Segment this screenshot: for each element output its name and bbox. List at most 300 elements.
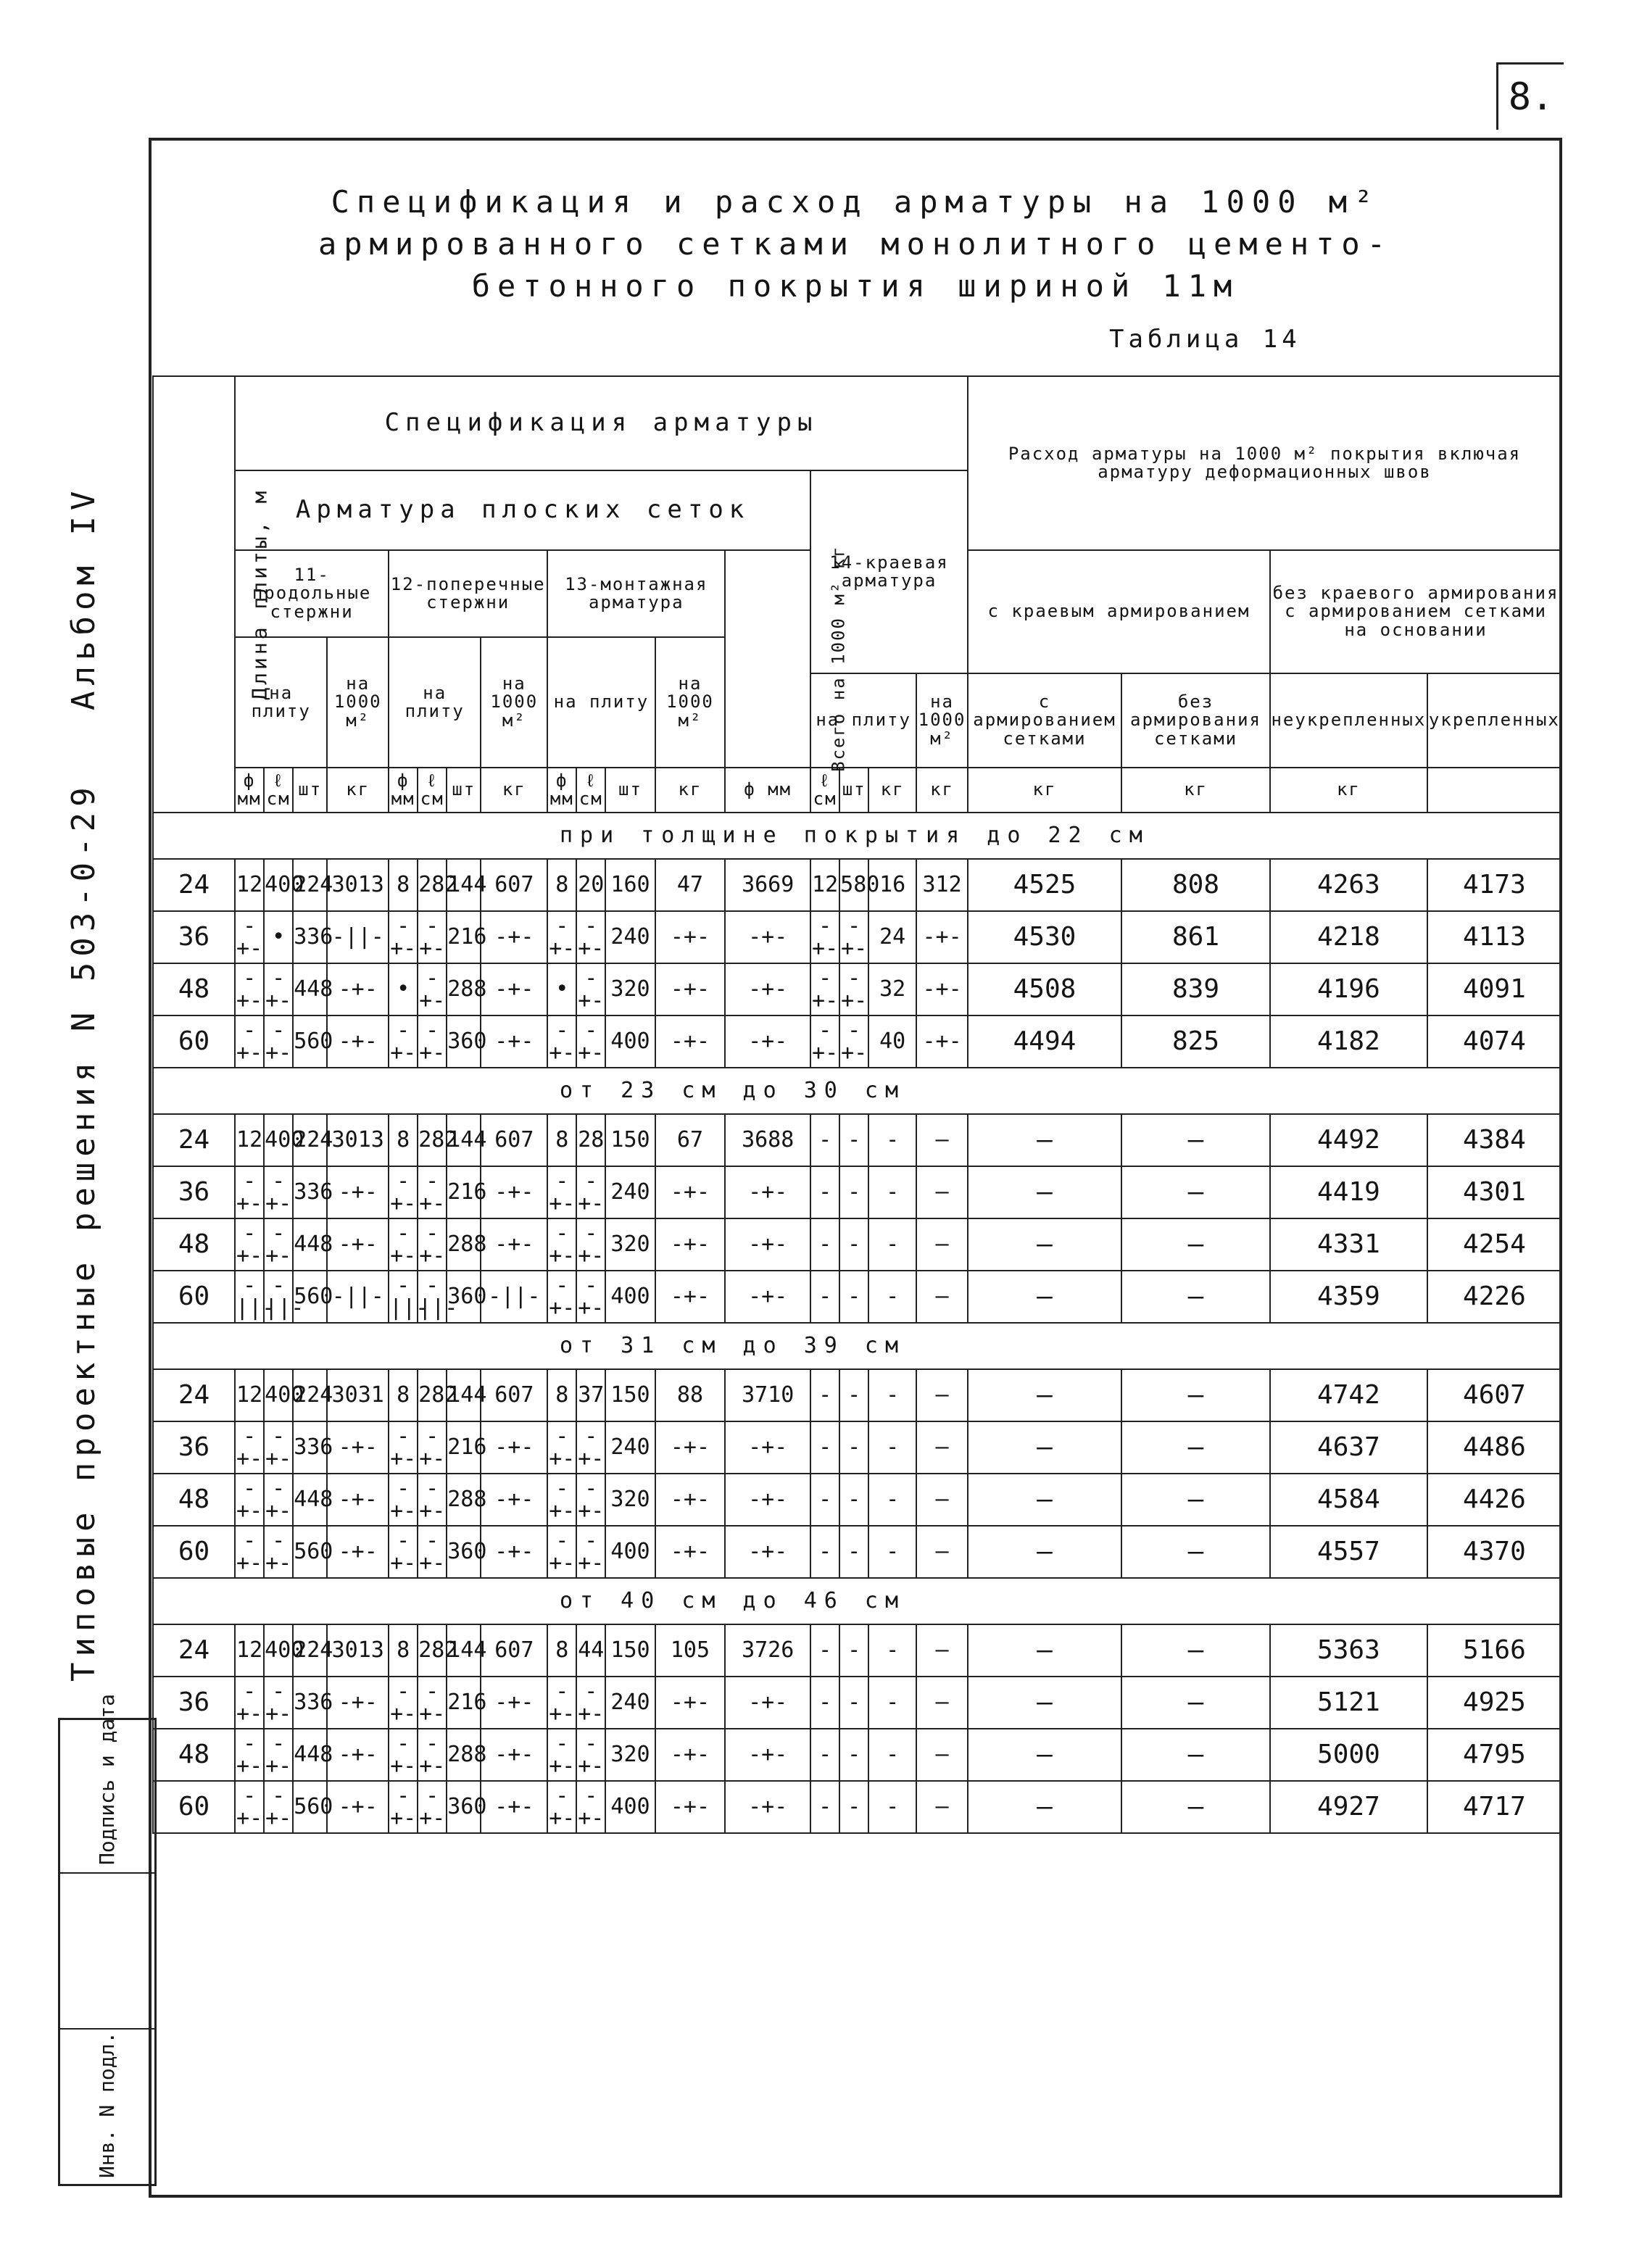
- stamp-sign-label: Подпись и дата: [95, 1693, 119, 1865]
- table-cell: —: [1121, 1218, 1270, 1271]
- table-cell: 4074: [1427, 1015, 1561, 1068]
- table-cell: -: [868, 1677, 916, 1729]
- table-cell: -: [839, 1271, 868, 1323]
- unit-phi: ф мм: [389, 768, 418, 813]
- table-cell: -+-: [839, 1015, 868, 1068]
- table-cell: 448: [293, 963, 327, 1015]
- table-cell: -+-: [576, 1218, 605, 1271]
- table-cell: -||-: [481, 1271, 547, 1323]
- table-cell: 12: [235, 1624, 264, 1677]
- table-cell: 808: [1121, 859, 1270, 911]
- table-cell: -+-: [389, 1218, 418, 1271]
- table-cell: 400: [264, 859, 293, 911]
- table-cell: —: [968, 1624, 1121, 1677]
- table-cell: -+-: [389, 1166, 418, 1218]
- table-cell: -+-: [389, 1421, 418, 1474]
- table-cell: 320: [605, 1474, 655, 1526]
- table-cell: 144: [447, 1114, 481, 1166]
- table-cell: 16: [868, 859, 916, 911]
- table-cell: -+-: [916, 963, 968, 1015]
- table-cell: 360: [447, 1271, 481, 1323]
- table-cell: —: [968, 1166, 1121, 1218]
- table-cell: 240: [605, 1421, 655, 1474]
- table-cell: —: [1121, 1114, 1270, 1166]
- table-cell: -: [810, 1218, 839, 1271]
- table-row: [153, 1015, 1561, 1068]
- table-cell: -+-: [725, 1781, 810, 1833]
- consumption-header: Расход арматуры на 1000 м² покрытия включая арматуру деформационных швов: [968, 376, 1561, 550]
- unit-ell: ℓ см: [418, 768, 447, 813]
- reinforced-header: укрепленных: [1427, 673, 1561, 768]
- table-cell: —: [968, 1369, 1121, 1421]
- table-cell: 3710: [725, 1369, 810, 1421]
- table-cell: -+-: [547, 1421, 576, 1474]
- table-cell: 320: [605, 963, 655, 1015]
- table-cell: 12: [235, 1369, 264, 1421]
- unit-pcs: шт: [605, 768, 655, 813]
- table-cell: -+-: [547, 1015, 576, 1068]
- table-cell: 5166: [1427, 1624, 1561, 1677]
- table-cell: -+-: [725, 1526, 810, 1578]
- table-cell: -+-: [235, 1015, 264, 1068]
- table-cell: 3013: [327, 859, 389, 911]
- table-row: [153, 1369, 1561, 1421]
- table-cell: 607: [481, 859, 547, 911]
- table-cell: -+-: [655, 1015, 726, 1068]
- table-row: [153, 1781, 1561, 1833]
- table-cell: -: [839, 1781, 868, 1833]
- table-cell: 150: [605, 1624, 655, 1677]
- length-cell: 60: [153, 1526, 235, 1578]
- table-cell: 312: [916, 859, 968, 911]
- table-cell: 288: [447, 1729, 481, 1781]
- length-cell: 60: [153, 1015, 235, 1068]
- page-number: 8.: [1496, 62, 1564, 130]
- table-cell: 4584: [1270, 1474, 1427, 1526]
- table-cell: 4925: [1427, 1677, 1561, 1729]
- table-cell: -+-: [655, 1218, 726, 1271]
- table-cell: -+-: [481, 1421, 547, 1474]
- table-cell: —: [916, 1114, 968, 1166]
- table-cell: -+-: [327, 1526, 389, 1578]
- table-cell: 4182: [1270, 1015, 1427, 1068]
- table-cell: 8: [389, 1114, 418, 1166]
- table-cell: 607: [481, 1114, 547, 1166]
- table-cell: -+-: [264, 1166, 293, 1218]
- table-cell: -+-: [418, 1421, 447, 1474]
- table-cell: 8: [547, 1624, 576, 1677]
- table-cell: 288: [447, 1218, 481, 1271]
- length-cell: 48: [153, 1218, 235, 1271]
- table-cell: -+-: [327, 1781, 389, 1833]
- table-cell: -: [810, 1624, 839, 1677]
- table-cell: -+-: [418, 1015, 447, 1068]
- table-cell: -+-: [725, 1271, 810, 1323]
- table-cell: 8: [389, 1369, 418, 1421]
- table-cell: -+-: [481, 1474, 547, 1526]
- table-cell: —: [916, 1271, 968, 1323]
- table-cell: 5363: [1270, 1624, 1427, 1677]
- table-cell: -: [868, 1218, 916, 1271]
- table-cell: 3669: [725, 859, 810, 911]
- table-cell: -+-: [725, 1166, 810, 1218]
- table-cell: -||-: [327, 1271, 389, 1323]
- group-13-header: 13-монтажная арматура: [547, 550, 725, 637]
- table-cell: -+-: [481, 1677, 547, 1729]
- table-cell: 560: [293, 1015, 327, 1068]
- table-cell: 336: [293, 1166, 327, 1218]
- table-cell: 320: [605, 1218, 655, 1271]
- unit-ell: ℓ см: [576, 768, 605, 813]
- table-row: [153, 1114, 1561, 1166]
- table-cell: -+-: [810, 963, 839, 1015]
- table-cell: -+-: [481, 1015, 547, 1068]
- table-cell: 607: [481, 1369, 547, 1421]
- unit-kg: кг: [327, 768, 389, 813]
- table-cell: -+-: [327, 1421, 389, 1474]
- table-cell: -: [839, 1369, 868, 1421]
- table-cell: -+-: [418, 1526, 447, 1578]
- table-cell: 12: [810, 859, 839, 911]
- stamp-inv-label: Инв. N подл.: [95, 2031, 119, 2178]
- table-cell: -+-: [655, 1677, 726, 1729]
- table-cell: —: [968, 1218, 1121, 1271]
- title-line-1: Спецификация и расход арматуры на 1000 м²: [331, 184, 1380, 220]
- table-cell: -+-: [327, 963, 389, 1015]
- table-cell: 4717: [1427, 1781, 1561, 1833]
- length-cell: 36: [153, 1677, 235, 1729]
- g11-per-slab: на плиту: [235, 637, 327, 768]
- table-cell: -+-: [547, 1474, 576, 1526]
- table-row: [153, 1624, 1561, 1677]
- table-cell: -+-: [725, 1015, 810, 1068]
- table-cell: -+-: [389, 1526, 418, 1578]
- table-cell: 240: [605, 911, 655, 963]
- section-label: при толщине покрытия до 22 см: [153, 813, 1561, 859]
- table-cell: -+-: [481, 963, 547, 1015]
- table-cell: -+-: [481, 1729, 547, 1781]
- table-cell: —: [916, 1677, 968, 1729]
- table-cell: 3031: [327, 1369, 389, 1421]
- table-cell: -+-: [264, 1526, 293, 1578]
- table-cell: -+-: [481, 1166, 547, 1218]
- table-cell: -+-: [327, 1218, 389, 1271]
- table-cell: -: [810, 1729, 839, 1781]
- length-cell: 36: [153, 1166, 235, 1218]
- table-cell: -+-: [655, 1474, 726, 1526]
- table-cell: -+-: [576, 1421, 605, 1474]
- table-cell: -+-: [418, 1781, 447, 1833]
- table-cell: -+-: [655, 1271, 726, 1323]
- table-cell: 144: [447, 1624, 481, 1677]
- table-cell: 216: [447, 1166, 481, 1218]
- table-cell: 560: [293, 1781, 327, 1833]
- table-cell: 8: [389, 1624, 418, 1677]
- table-cell: -+-: [264, 963, 293, 1015]
- table-cell: 4419: [1270, 1166, 1427, 1218]
- table-cell: 4384: [1427, 1114, 1561, 1166]
- table-cell: 4742: [1270, 1369, 1427, 1421]
- flat-mesh-header: Арматура плоских сеток: [235, 470, 810, 550]
- length-cell: 24: [153, 1369, 235, 1421]
- table-cell: -+-: [389, 1729, 418, 1781]
- table-cell: -+-: [235, 963, 264, 1015]
- table-cell: -: [839, 1526, 868, 1578]
- table-cell: -+-: [655, 963, 726, 1015]
- table-cell: —: [968, 1729, 1121, 1781]
- table-cell: -+-: [235, 1729, 264, 1781]
- table-cell: -: [839, 1677, 868, 1729]
- table-cell: 825: [1121, 1015, 1270, 1068]
- table-cell: -: [839, 1624, 868, 1677]
- table-cell: 37: [576, 1369, 605, 1421]
- table-cell: -+-: [839, 963, 868, 1015]
- section-label: от 31 см до 39 см: [153, 1323, 1561, 1369]
- table-cell: 28: [576, 1114, 605, 1166]
- table-cell: —: [1121, 1677, 1270, 1729]
- table-cell: -+-: [547, 1677, 576, 1729]
- table-cell: -: [810, 1369, 839, 1421]
- table-cell: 3726: [725, 1624, 810, 1677]
- series-label: Типовые проектные решения N 503-0-29: [65, 781, 102, 1682]
- unit-pcs: шт: [839, 768, 868, 813]
- g13-per-slab: на плиту: [547, 637, 655, 768]
- unit-pcs: шт: [293, 768, 327, 813]
- table-cell: -+-: [655, 911, 726, 963]
- table-cell: -+-: [547, 1526, 576, 1578]
- table-cell: —: [916, 1729, 968, 1781]
- table-cell: 224: [293, 1624, 327, 1677]
- table-cell: -+-: [264, 1474, 293, 1526]
- g13-per-1000: на 1000 м²: [655, 637, 726, 768]
- table-row: [153, 859, 1561, 911]
- table-cell: 216: [447, 1421, 481, 1474]
- length-cell: 60: [153, 1781, 235, 1833]
- table-cell: —: [916, 1474, 968, 1526]
- table-cell: 8: [547, 1114, 576, 1166]
- table-cell: -+-: [418, 911, 447, 963]
- section-header: [153, 1068, 1561, 1114]
- table-cell: 4331: [1270, 1218, 1427, 1271]
- table-row: [153, 1218, 1561, 1271]
- table-cell: 4173: [1427, 859, 1561, 911]
- table-cell: -+-: [576, 1166, 605, 1218]
- table-cell: -+-: [725, 963, 810, 1015]
- g14-per-slab: на плиту: [810, 673, 916, 768]
- table-cell: -+-: [576, 1015, 605, 1068]
- length-cell: 36: [153, 1421, 235, 1474]
- table-cell: 144: [447, 859, 481, 911]
- table-cell: -+-: [655, 1166, 726, 1218]
- table-cell: 47: [655, 859, 726, 911]
- table-cell: -+-: [576, 1271, 605, 1323]
- with-edge-header: с краевым армированием: [968, 550, 1270, 673]
- table-cell: -+-: [264, 1218, 293, 1271]
- unit-kg: кг: [1270, 768, 1427, 813]
- table-cell: 4426: [1427, 1474, 1561, 1526]
- title-line-2: армированного сетками монолитного цементо-: [318, 226, 1393, 262]
- table-cell: -||-: [327, 911, 389, 963]
- table-cell: 4263: [1270, 859, 1427, 911]
- table-cell: 4530: [968, 911, 1121, 963]
- table-cell: —: [916, 1218, 968, 1271]
- group-11-header: 11-продольные стержни: [235, 550, 389, 637]
- table-cell: -+-: [418, 963, 447, 1015]
- length-cell: 48: [153, 1729, 235, 1781]
- group-12-header: 12-поперечные стержни: [389, 550, 547, 637]
- table-cell: -: [868, 1526, 916, 1578]
- table-cell: -+-: [327, 1677, 389, 1729]
- album-label: Альбом IV: [65, 485, 102, 710]
- table-cell: 3013: [327, 1114, 389, 1166]
- table-cell: 861: [1121, 911, 1270, 963]
- table-cell: 105: [655, 1624, 726, 1677]
- table-cell: -: [810, 1421, 839, 1474]
- table-cell: 400: [605, 1526, 655, 1578]
- table-cell: —: [916, 1166, 968, 1218]
- table-cell: 5000: [1270, 1729, 1427, 1781]
- table-cell: -: [810, 1781, 839, 1833]
- table-cell: 448: [293, 1218, 327, 1271]
- table-cell: 216: [447, 911, 481, 963]
- length-cell: 24: [153, 859, 235, 911]
- table-cell: 32: [868, 963, 916, 1015]
- table-cell: -+-: [547, 1166, 576, 1218]
- g12-per-slab: на плиту: [389, 637, 481, 768]
- table-row: [153, 1166, 1561, 1218]
- table-cell: -: [839, 1114, 868, 1166]
- table-row: [153, 963, 1561, 1015]
- without-edge-header: без краевого армирования с армированием сетками на основании: [1270, 550, 1561, 673]
- table-cell: —: [1121, 1421, 1270, 1474]
- table-cell: —: [916, 1421, 968, 1474]
- table-cell: -+-: [810, 911, 839, 963]
- table-cell: 240: [605, 1677, 655, 1729]
- table-cell: —: [968, 1114, 1121, 1166]
- table-cell: -+-: [810, 1015, 839, 1068]
- table-cell: -: [868, 1624, 916, 1677]
- table-label: Таблица 14: [1109, 325, 1301, 354]
- table-cell: —: [916, 1369, 968, 1421]
- table-cell: -+-: [235, 1781, 264, 1833]
- table-cell: 8: [547, 859, 576, 911]
- table-cell: -+-: [235, 1218, 264, 1271]
- table-cell: —: [1121, 1781, 1270, 1833]
- table-cell: —: [916, 1526, 968, 1578]
- table-cell: -+-: [235, 911, 264, 963]
- table-cell: -+-: [264, 1729, 293, 1781]
- table-cell: 360: [447, 1781, 481, 1833]
- table-cell: -: [810, 1271, 839, 1323]
- table-cell: 3013: [327, 1624, 389, 1677]
- table-cell: 4359: [1270, 1271, 1427, 1323]
- table-cell: -+-: [418, 1218, 447, 1271]
- table-row: [153, 1271, 1561, 1323]
- spec-title: Спецификация арматуры: [235, 376, 968, 470]
- g11-per-1000: на 1000 м²: [327, 637, 389, 768]
- table-cell: •: [389, 963, 418, 1015]
- table-cell: -+-: [264, 1781, 293, 1833]
- table-cell: 4196: [1270, 963, 1427, 1015]
- table-cell: 336: [293, 911, 327, 963]
- table-cell: -+-: [916, 1015, 968, 1068]
- table-cell: 240: [605, 1166, 655, 1218]
- table-cell: -+-: [235, 1474, 264, 1526]
- table-cell: -+-: [389, 1474, 418, 1526]
- table-cell: -||-: [235, 1271, 264, 1323]
- table-cell: -+-: [264, 1015, 293, 1068]
- table-cell: -+-: [576, 1729, 605, 1781]
- table-cell: -+-: [327, 1474, 389, 1526]
- table-cell: 360: [447, 1526, 481, 1578]
- table-cell: 400: [264, 1624, 293, 1677]
- table-cell: 400: [605, 1271, 655, 1323]
- table-body: [153, 813, 1561, 1833]
- table-cell: 12: [235, 859, 264, 911]
- table-cell: -: [839, 1166, 868, 1218]
- table-cell: -+-: [655, 1526, 726, 1578]
- table-cell: —: [968, 1781, 1121, 1833]
- table-cell: 150: [605, 1369, 655, 1421]
- table-row: [153, 1474, 1561, 1526]
- table-cell: -+-: [235, 1526, 264, 1578]
- edge-rebar-header: 14-краевая арматура: [810, 470, 968, 673]
- table-cell: 320: [605, 1729, 655, 1781]
- table-cell: •: [547, 963, 576, 1015]
- unit-ell: ℓ см: [810, 768, 839, 813]
- table-cell: -+-: [725, 1218, 810, 1271]
- table-cell: -+-: [576, 1781, 605, 1833]
- table-cell: -+-: [576, 963, 605, 1015]
- table-cell: 144: [447, 1369, 481, 1421]
- table-cell: —: [916, 1624, 968, 1677]
- table-cell: -+-: [481, 1218, 547, 1271]
- table-cell: 448: [293, 1474, 327, 1526]
- table-cell: -+-: [576, 1677, 605, 1729]
- table-cell: 4486: [1427, 1421, 1561, 1474]
- table-cell: -+-: [839, 911, 868, 963]
- unit-phi: ф мм: [235, 768, 264, 813]
- table-cell: 224: [293, 1369, 327, 1421]
- with-mesh-header: с армированием сетками: [968, 673, 1121, 768]
- table-cell: 282: [418, 859, 447, 911]
- table-cell: -+-: [235, 1421, 264, 1474]
- table-cell: -+-: [389, 1015, 418, 1068]
- table-cell: -+-: [418, 1166, 447, 1218]
- section-header: [153, 813, 1561, 859]
- table-cell: -: [868, 1114, 916, 1166]
- table-cell: 288: [447, 1474, 481, 1526]
- table-cell: —: [968, 1474, 1121, 1526]
- table-cell: •: [264, 911, 293, 963]
- section-header: [153, 1323, 1561, 1369]
- table-cell: -+-: [916, 911, 968, 963]
- table-cell: 288: [447, 963, 481, 1015]
- table-cell: 4492: [1270, 1114, 1427, 1166]
- table-cell: -+-: [576, 1474, 605, 1526]
- table-cell: 400: [264, 1369, 293, 1421]
- table-cell: -: [810, 1166, 839, 1218]
- table-cell: -+-: [481, 1526, 547, 1578]
- table-cell: -: [810, 1114, 839, 1166]
- table-cell: -||-: [264, 1271, 293, 1323]
- table-cell: 216: [447, 1677, 481, 1729]
- length-cell: 24: [153, 1114, 235, 1166]
- table-cell: -+-: [576, 1526, 605, 1578]
- table-cell: 3688: [725, 1114, 810, 1166]
- table-cell: 560: [293, 1271, 327, 1323]
- table-cell: 4508: [968, 963, 1121, 1015]
